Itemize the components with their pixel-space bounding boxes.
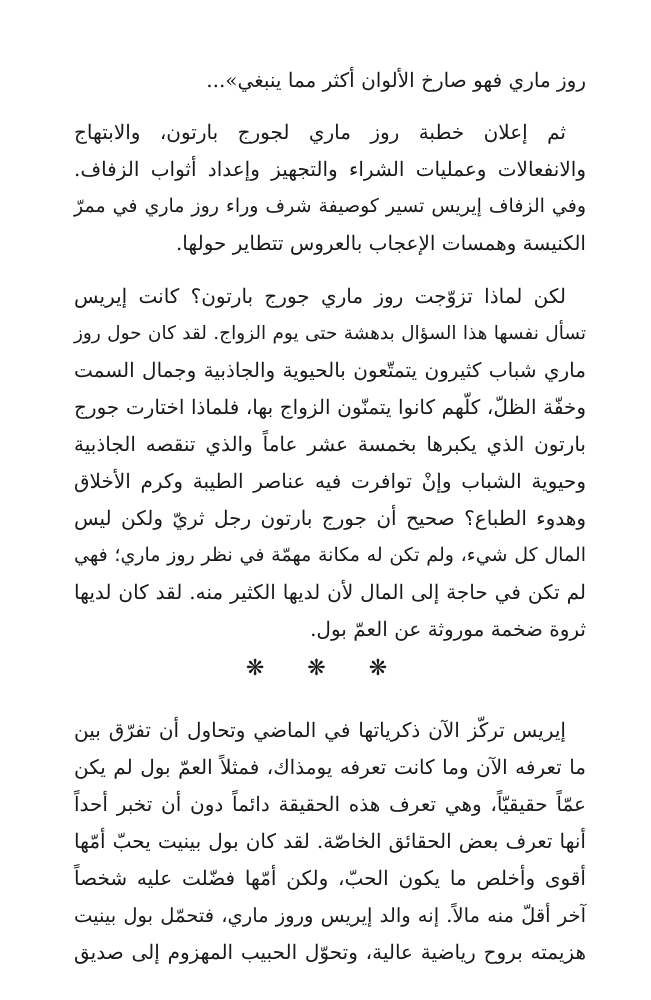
text-line: هزيمته بروح رياضية عالية، وتحوّل الحبيب المهزوم إلى صديق xyxy=(74,940,586,964)
text-line: ثم إعلان خطبة روز ماري لجورج بارتون، والابتهاج xyxy=(74,120,566,144)
text-line: والانفعالات وعمليات الشراء والتجهيز وإعداد أثواب الزفاف. xyxy=(74,157,586,181)
text-line: ما تعرفه الآن وما كانت تعرفه يومذاك، فمثلاً العمّ بول لم يكن xyxy=(74,755,586,779)
text-line: تسأل نفسها هذا السؤال بدهشة حتى يوم الزواج. لقد كان حول روز xyxy=(74,323,586,344)
text-line: لم تكن في حاجة إلى المال لأن لديها الكثير منه. لقد كان لديها xyxy=(74,580,586,604)
text-line: لكن لماذا تزوّجت روز ماري جورج بارتون؟ كانت إيريس xyxy=(74,284,566,308)
text-line: أقوى وأخلص ما يكون الحبّ، ولكن أمّها فضّلت عليه شخصاً xyxy=(74,866,586,890)
text-line: أنها تعرف بعض الحقائق الخاصّة. لقد كان بول بينيت يحبّ أمّها xyxy=(74,829,586,853)
text-line: وخفّة الظلّ، كلّهم كانوا يتمنّون الزواج بها، فلماذا اختارت جورج xyxy=(74,395,586,419)
paragraph xyxy=(74,62,586,99)
text-line: وفي الزفاف إيريس تسير كوصيفة شرف وراء روز ماري في ممرّ xyxy=(74,195,586,217)
section-separator: ❋ ❋ ❋ xyxy=(245,656,406,681)
text-line: وحيوية الشباب وإنْ توافرت فيه عناصر الطيبة وكرم الأخلاق xyxy=(74,469,586,493)
paragraph xyxy=(74,114,586,262)
text-line: ماري شباب كثيرون يتمتّعون بالحيوية والجاذبية وجمال السمت xyxy=(74,358,586,382)
text-line: الكنيسة وهمسات الإعجاب بالعروس تتطاير حولها. xyxy=(175,231,586,255)
paragraph xyxy=(74,712,586,971)
paragraph xyxy=(74,278,586,648)
text-line: روز ماري فهو صارخ الألوان أكثر مما ينبغي»... xyxy=(206,68,586,92)
text-line: المال كل شيء، ولم تكن له مكانة مهمّة في نظر روز ماري؛ فهي xyxy=(74,544,586,566)
text-line: آخر أقلّ منه مالاً. إنه والد إيريس وروز ماري، فتحمّل بول بينيت xyxy=(74,904,586,927)
text-line: ثروة ضخمة موروثة عن العمّ بول. xyxy=(310,617,586,641)
text-line: عمّاً حقيقيّاً، وهي تعرف هذه الحقيقة دائماً دون أن تخبر أحداً xyxy=(74,792,586,816)
text-line: بارتون الذي يكبرها بخمسة عشر عاماً والذي تنقصه الجاذبية xyxy=(74,432,586,456)
text-line: إيريس تركّز الآن ذكرياتها في الماضي وتحاول أن تفرّق بين xyxy=(74,718,566,742)
text-line: وهدوء الطباع؟ صحيح أن جورج بارتون رجل ثريّ ولكن ليس xyxy=(74,506,586,530)
